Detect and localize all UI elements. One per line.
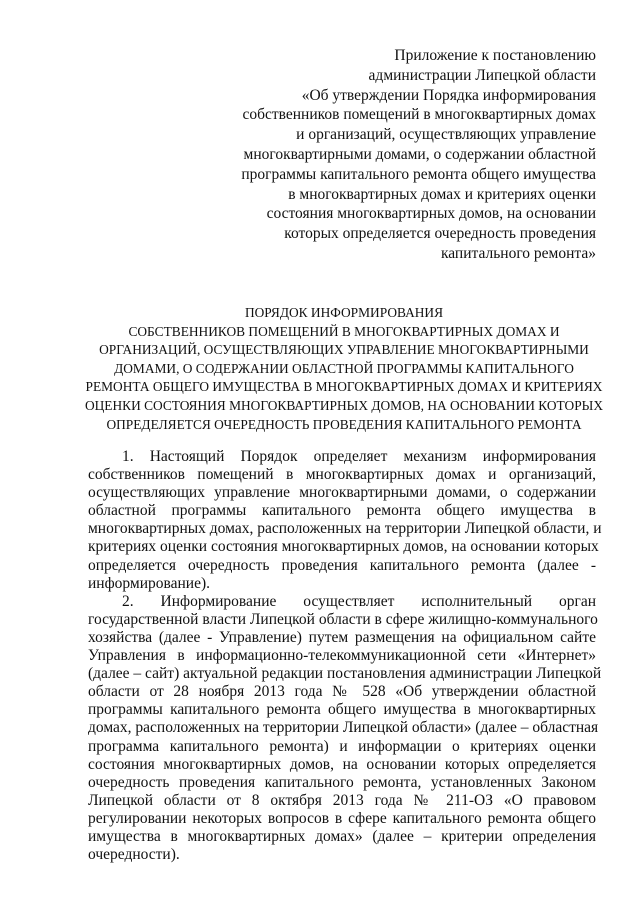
appendix-line: администрации Липецкой области [368,66,596,84]
document-title [84,304,604,434]
paragraph-1-last-line: информирование). [88,574,211,592]
appendix-line: многоквартирными домами, о содержании областной [243,145,596,163]
appendix-line: состояния многоквартирных домов, на основании [266,205,596,223]
appendix-line: и организаций, осуществляющих управление [296,126,596,144]
title-line: РЕМОНТА ОБЩЕГО ИМУЩЕСТВА В МНОГОКВАРТИРНЫХ ДОМАХ И КРИТЕРИЯХ [85,379,603,395]
paragraph-2-last-line: очередности). [88,846,180,864]
paragraph-2-line: Управления в информационно-телекоммуникационной сети «Интернет» [88,647,596,665]
appendix-header [200,46,596,264]
title-line: ОЦЕНКИ СОСТОЯНИЯ МНОГОКВАРТИРНЫХ ДОМОВ, НА ОСНОВАНИИ КОТОРЫХ [84,397,604,413]
paragraph-2-line: области от 28 ноября 2013 года № 528 «Об утверждении областной [88,683,596,701]
paragraph-2-line: очередность проведения капитального ремонта, установленных Законом [88,773,596,791]
paragraph-1-line: 1. Настоящий Порядок определяет механизм информирования [122,448,596,465]
title-line: СОБСТВЕННИКОВ ПОМЕЩЕНИЙ В МНОГОКВАРТИРНЫХ ДОМАХ И [128,323,560,339]
title-line: ДОМАМИ, О СОДЕРЖАНИИ ОБЛАСТНОЙ ПРОГРАММЫ КАПИТАЛЬНОГО [114,360,574,376]
paragraph-1-line: критериях оценки состояния многоквартирных домов, на основании которых [88,538,599,556]
paragraph-1-line: определяется очередность проведения капитального ремонта (далее - [88,556,596,574]
appendix-line: которых определяется очередность проведения [284,225,596,243]
paragraph-2-line: Липецкой области от 8 октября 2013 года № 211-ОЗ «О правовом [88,791,596,809]
title-line: ОРГАНИЗАЦИЙ, ОСУЩЕСТВЛЯЮЩИХ УПРАВЛЕНИЕ МНОГОКВАРТИРНЫМИ [99,342,589,358]
appendix-line: собственников помещений в многоквартирных домах [242,106,596,124]
appendix-line: «Об утверждении Порядка информирования [301,86,596,104]
paragraph-2-line: программы капитального ремонта общего имущества в многоквартирных [88,701,596,719]
title-line: ОПРЕДЕЛЯЕТСЯ ОЧЕРЕДНОСТЬ ПРОВЕДЕНИЯ КАПИТАЛЬНОГО РЕМОНТА [106,416,582,432]
paragraph-1-line: осуществляющих управление многоквартирными домами, о содержании [88,484,596,502]
appendix-line: Приложение к постановлению [394,47,596,64]
paragraph-1-line: собственников помещений в многоквартирных домах и организаций, [88,466,596,484]
paragraph-1-line: областной программы капитального ремонта общего имущества в [88,502,596,520]
paragraph-1-line: многоквартирных домах, расположенных на территории Липецкой области, и [88,520,602,538]
paragraph-2-line: домах, расположенных на территории Липецкой области» (далее – областная [88,719,599,737]
title-line: ПОРЯДОК ИНФОРМИРОВАНИЯ [244,305,444,320]
paragraph-2-line: программа капитального ремонта) и информации о критериях оценки [88,737,596,755]
appendix-line: капитального ремонта» [440,244,596,262]
paragraph-2-line: регулировании некоторых вопросов в сфере капитального ремонта общего [88,809,596,827]
paragraph-2-line: 2. Информирование осуществляет исполнительный орган [122,592,596,610]
document-body [88,448,602,864]
paragraph-2-line: (далее – сайт) актуальной редакции постановления администрации Липецкой [88,665,602,683]
appendix-line: в многоквартирных домах и критериях оценки [288,185,596,203]
paragraph-2-line: хозяйства (далее - Управление) путем размещения на официальном сайте [88,628,596,646]
paragraph-2-line: государственной власти Липецкой области в сфере жилищно-коммунального [88,610,598,628]
appendix-line: программы капитального ремонта общего имущества [241,165,596,183]
paragraph-2-line: состояния многоквартирных домов, на основании которых определяется [88,755,596,773]
paragraph-2-line: имущества в многоквартирных домах» (далее – критерии определения [88,827,596,845]
